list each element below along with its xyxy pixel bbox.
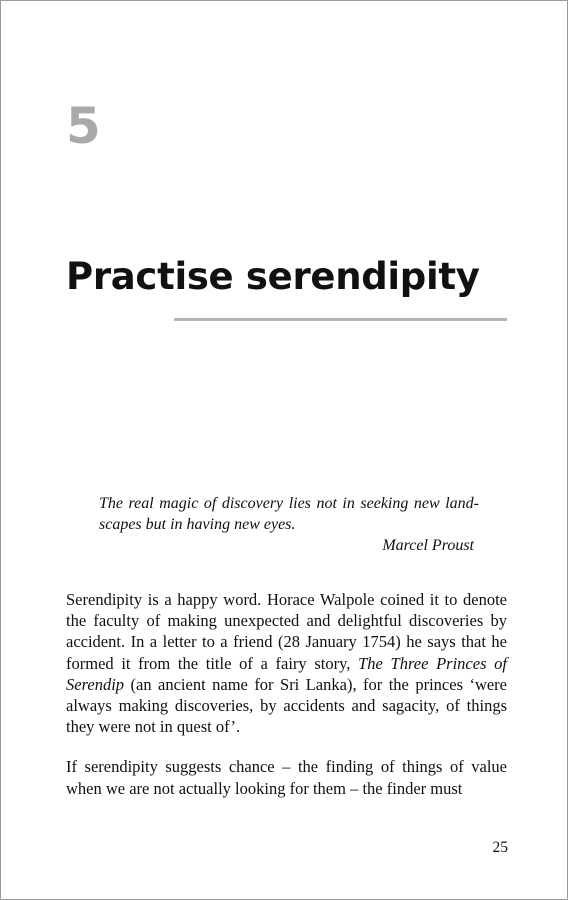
epigraph-quote: The real magic of discovery lies not in seeking new land-scapes but in having new eyes.: [99, 495, 479, 533]
paragraph-1-part-1: Serendipity is a happy word. Horace Walpole coined it to denote the faculty of making unexpected and delightful discoveries by accident. In a letter to a friend (28 January 1754) he says that he formed it from the title of a fairy story,: [66, 590, 507, 673]
paragraph-1-part-2: (an ancient name for Sri Lanka), for the princes ‘were always making discoveries, by accidents and sagacity, of things they were not in quest of’.: [66, 674, 507, 737]
title-rule: [174, 318, 507, 321]
chapter-title: Practise serendipity: [66, 255, 480, 298]
chapter-number: 5: [66, 97, 101, 155]
epigraph: [99, 493, 479, 556]
body-text: [66, 589, 507, 818]
book-title: The Three Princes of Serendip: [66, 653, 507, 694]
page-number: 25: [492, 839, 508, 856]
epigraph-author: Marcel Proust: [382, 537, 474, 554]
paragraph-1: [66, 589, 507, 737]
paragraph-2: If serendipity suggests chance – the finding of things of value when we are not actually looking for them – the finder must: [66, 757, 507, 798]
